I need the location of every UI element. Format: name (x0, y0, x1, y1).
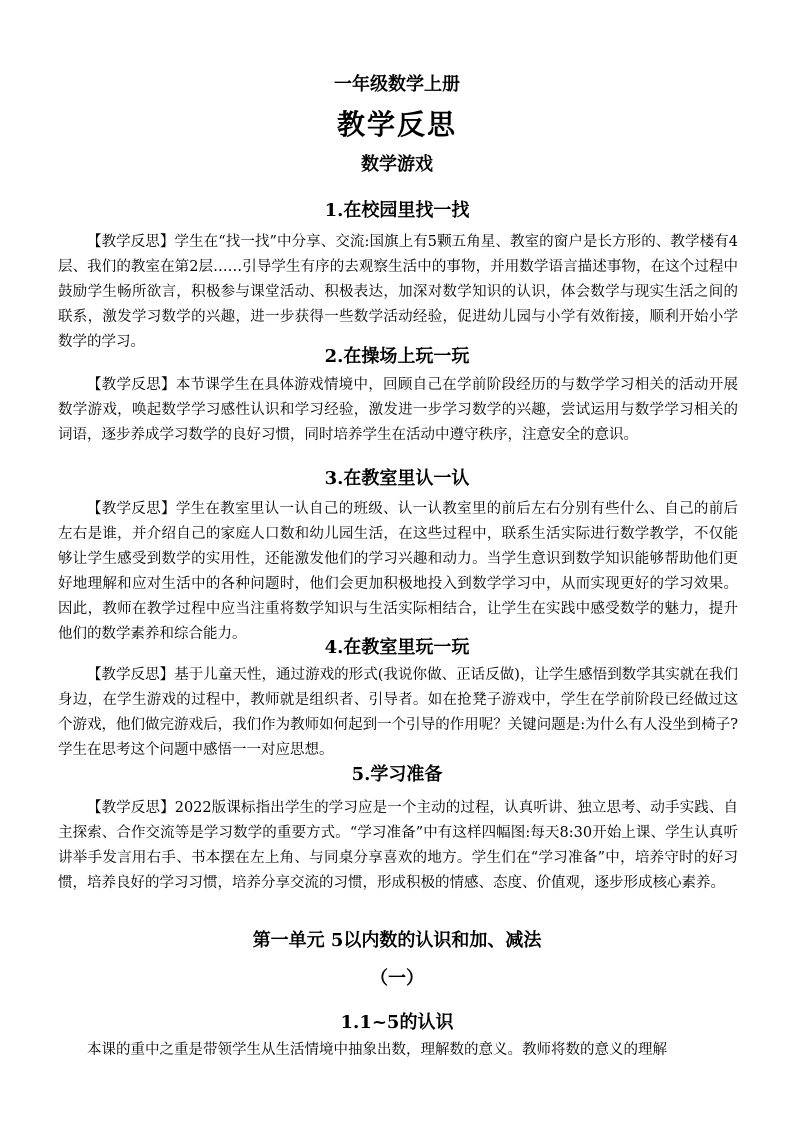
reflection-tag: 【教学反思】 (87, 377, 176, 393)
part-title: 数学游戏 (361, 154, 433, 175)
reflection-tag: 【教学反思】 (87, 800, 175, 816)
grade-subtitle: 一年级数学上册 (334, 74, 460, 95)
paragraph-text: 学生在教室里认一认自己的班级、认一认教室里的前后左右分别有些什么、自己的前后左右是谁，并介绍自己的家庭人口数和幼儿园生活，在这些过程中，联系生活实际进行数学教学，不仅能够让学生感受到数学的实用性，还能激发他们的学习兴趣和动力。当学生意识到数学知识能够帮助他们更好地理解和应对生活中的各种问题时，他们会更加积极地投入到数学学习中，从而实现更好的学习效果。因此，教师在教学过程中应当注重将数学知识与生活实际相结合，让学生在实践中感受数学的魅力，提升他们的数学素养和综合能力。 (58, 501, 739, 642)
reflection-tag: 【教学反思】 (87, 667, 175, 683)
section-paragraph-5 (58, 796, 738, 896)
section-paragraph-3 (58, 497, 738, 647)
section-heading-4: 4.在教室里玩一玩 (324, 637, 470, 658)
section-heading-2: 2.在操场上玩一玩 (324, 346, 470, 367)
paragraph-text: 学生在“找一找”中分享、交流:国旗上有5颗五角星、教室的窗户是长方形的、教学楼有4层、我们的教室在第2层……引导学生有序的去观察生活中的事物，并用数学语言描述事物，在这个过程中鼓励学生畅所欲言，积极参与课堂活动、积极表达，加深对数学知识的认识，体会数学与现实生活之间的联系，激发学习数学的兴趣，进一步获得一些数学活动经验，促进幼儿园与小学有效衔接，顺利开始小学数学的学习。 (58, 234, 738, 350)
section-paragraph-4 (58, 663, 738, 763)
unit-subtitle: （一） (370, 968, 424, 989)
lesson-paragraph: 本课的重中之重是带领学生从生活情境中抽象出数，理解数的意义。教师将数的意义的理解 (87, 1042, 667, 1058)
page-title: 教学反思 (336, 108, 457, 141)
paragraph-text: 基于儿童天性，通过游戏的形式(我说你做、正话反做)，让学生感悟到数学其实就在我们身边，在学生游戏的过程中，教师就是组织者、引导者。如在抢凳子游戏中，学生在学前阶段已经做过这个游戏，他们做完游戏后，我们作为教师如何起到一个引导的作用呢？关键问题是:为什么有人没坐到椅子?学生在思考这个问题中感悟一一对应思想。 (58, 667, 739, 758)
section-paragraph-2 (58, 373, 738, 448)
section-heading-5: 5.学习准备 (351, 764, 443, 785)
section-heading-3: 3.在教室里认一认 (324, 468, 470, 489)
reflection-tag: 【教学反思】 (87, 234, 175, 250)
reflection-tag: 【教学反思】 (87, 501, 176, 517)
section-heading-1: 1.在校园里找一找 (324, 200, 470, 221)
paragraph-text: 2022版课标指出学生的学习应是一个主动的过程，认真听讲、独立思考、动手实践、自主探索、合作交流等是学习数学的重要方式。“学习准备”中有这样四幅图:每天8:30开始上课、学生认真听讲举手发言用右手、书本摆在左上角、与同桌分享喜欢的地方。学生们在“学习准备”中，培养守时的好习惯，培养良好的学习习惯，培养分享交流的习惯，形成积极的情感、态度、价值观，逐步形成核心素养。 (58, 800, 738, 891)
section-paragraph-1 (58, 230, 738, 355)
unit-title: 第一单元 5以内数的认识和加、减法 (252, 930, 542, 951)
paragraph-text: 本节课学生在具体游戏情境中，回顾自己在学前阶段经历的与数学学习相关的活动开展数学游戏，唤起数学学习感性认识和学习经验，激发进一步学习数学的兴趣，尝试运用与数学学习相关的词语，逐步养成学习数学的良好习惯，同时培养学生在活动中遵守秩序，注意安全的意识。 (58, 377, 739, 443)
lesson-heading: 1.1~5的认识 (340, 1012, 454, 1033)
